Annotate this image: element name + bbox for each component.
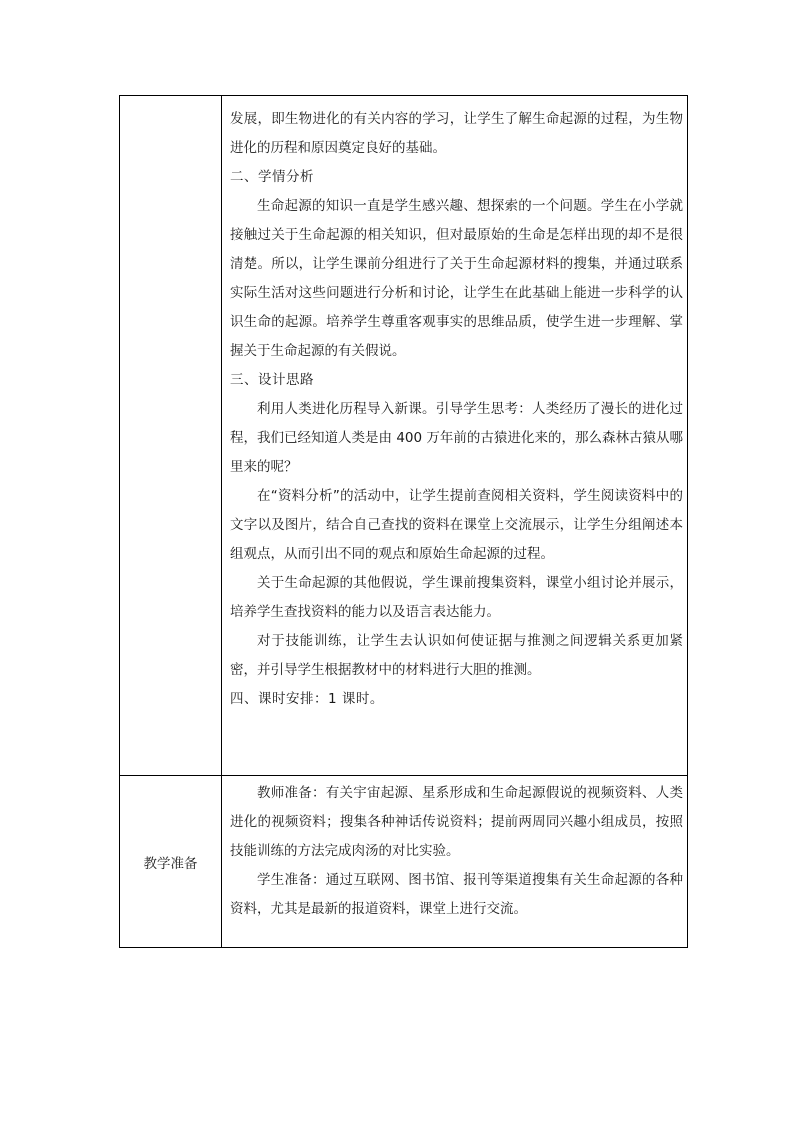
paragraph-teacher-preparation: 教师准备：有关宇宙起源、星系形成和生命起源假说的视频资料、人类进化的视频资料；搜集各种神话传说资料；提前两周同兴趣小组成员，按照技能训练的方法完成肉汤的对比实验。 (230, 785, 683, 859)
lesson-plan-table (119, 95, 688, 948)
paragraph-design-1: 利用人类进化历程导入新课。引导学生思考：人类经历了漫长的进化过程，我们已经知道人类是由 400 万年前的古猿进化来的，那么森林古猿从哪里来的呢？ (230, 401, 683, 475)
section-heading-schedule: 四、课时安排：1 课时。 (230, 691, 384, 707)
paragraph-design-4: 对于技能训练，让学生去认识如何使证据与推测之间逻辑关系更加紧密，并引导学生根据教材中的材料进行大胆的推测。 (230, 633, 683, 678)
section-heading-learner-analysis: 二、学情分析 (230, 169, 314, 185)
paragraph-student-preparation: 学生准备：通过互联网、图书馆、报刊等渠道搜集有关生命起源的各种资料，尤其是最新的报道资料，课堂上进行交流。 (230, 872, 683, 917)
content-cell (222, 776, 688, 948)
paragraph-learner-analysis: 生命起源的知识一直是学生感兴趣、想探索的一个问题。学生在小学就接触过关于生命起源的相关知识，但对最原始的生命是怎样出现的却不是很清楚。所以，让学生课前分组进行了关于生命起源材料的搜集，并通过联系实际生活对这些问题进行分析和讨论，让学生在此基础上能进一步科学的认识生命的起源。培养学生尊重客观事实的思维品质，使学生进一步理解、掌握关于生命起源的有关假说。 (230, 198, 683, 359)
paragraph-design-3: 关于生命起源的其他假说，学生课前搜集资料，课堂小组讨论并展示，培养学生查找资料的能力以及语言表达能力。 (230, 575, 683, 620)
paragraph-design-2: 在“资料分析”的活动中，让学生提前查阅相关资料，学生阅读资料中的文字以及图片，结合自己查找的资料在课堂上交流展示，让学生分组阐述本组观点，从而引出不同的观点和原始生命起源的过程。 (230, 488, 683, 562)
section-heading-design-ideas: 三、设计思路 (230, 372, 314, 388)
paragraph-continuation: 发展，即生物进化的有关内容的学习，让学生了解生命起源的过程，为生物进化的历程和原因奠定良好的基础。 (230, 111, 683, 156)
content-cell (222, 96, 688, 776)
row-label-teaching-preparation: 教学准备 (120, 776, 222, 948)
table-row (120, 96, 688, 776)
table-row (120, 776, 688, 948)
empty-label-cell (120, 96, 222, 776)
